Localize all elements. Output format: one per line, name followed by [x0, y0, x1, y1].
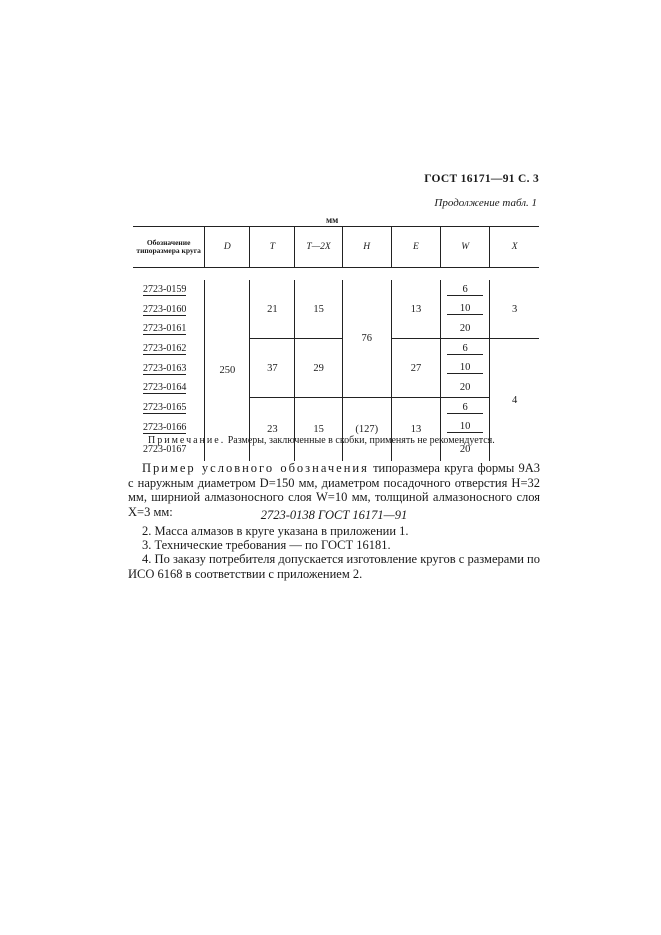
w-cell: 10 [441, 418, 490, 437]
note-label: Примечание. [148, 435, 226, 446]
w-cell: 20 [441, 437, 490, 461]
code-cell: 2723-0159 [143, 284, 187, 296]
code-cell: 2723-0163 [143, 362, 187, 374]
w-cell: 6 [441, 398, 490, 418]
code-cell: 2723-0162 [143, 343, 187, 355]
w-cell: 20 [441, 319, 490, 339]
e-cell: 13 [391, 280, 440, 339]
table-row [133, 398, 539, 418]
standard-header: ГОСТ 16171—91 С. 3 [424, 173, 539, 185]
w-cell: 10 [441, 299, 490, 318]
h-cell: 76 [342, 280, 391, 398]
item-3: 3. Технические требования — по ГОСТ 16181. [142, 538, 391, 552]
code-cell: 2723-0167 [143, 443, 187, 455]
table-row [133, 280, 539, 299]
table-header-row [133, 227, 539, 268]
table-row [133, 268, 539, 281]
t2x-cell: 15 [295, 398, 342, 461]
example-designation: 2723-0138 ГОСТ 16171—91 [260, 508, 408, 522]
w-cell: 10 [441, 359, 490, 378]
table-row [133, 339, 539, 359]
x-cell: 4 [490, 339, 539, 461]
t-cell: 23 [250, 398, 295, 461]
item-2: 2. Масса алмазов в круге указана в приложении 1. [142, 524, 409, 538]
e-cell: 27 [391, 339, 440, 398]
code-cell: 2723-0164 [143, 382, 187, 394]
t-cell: 37 [250, 339, 295, 398]
h-cell: (127) [342, 398, 391, 461]
code-cell: 2723-0161 [143, 323, 187, 335]
col-header-d: D [205, 227, 250, 268]
d-cell: 250 [205, 280, 250, 461]
table-continuation-label: Продолжение табл. 1 [434, 197, 537, 209]
t2x-cell: 29 [295, 339, 342, 398]
col-header-x: X [490, 227, 539, 268]
col-header-designation: Обозначение типоразмера круга [133, 227, 205, 268]
col-header-e: E [391, 227, 440, 268]
code-cell: 2723-0160 [143, 303, 187, 315]
code-cell: 2723-0166 [143, 421, 187, 433]
code-cell: 2723-0165 [143, 402, 187, 414]
col-header-w: W [441, 227, 490, 268]
item-4: 4. По заказу потребителя допускается изготовление кругов с размерами по ИСО 6168 в соответствии с приложением 2. [128, 552, 540, 581]
w-cell: 6 [441, 280, 490, 299]
example-label: Пример условного обозначения [142, 461, 369, 475]
t2x-cell: 15 [295, 280, 342, 339]
note-text: Размеры, заключенные в скобки, применять не рекомендуется. [227, 435, 495, 446]
col-header-t: T [250, 227, 295, 268]
e-cell: 13 [391, 398, 440, 461]
example-text: типоразмера круга формы 9А3 с наружным диаметром D=150 мм, диаметром посадочного отверстия H=32 мм, ширниой алмазоносного слоя W=10 мм, толщиной алмазоносного слоя X=3 мм: [128, 461, 540, 519]
col-header-h: H [342, 227, 391, 268]
w-cell: 6 [441, 339, 490, 359]
w-cell: 20 [441, 378, 490, 398]
dimensions-table [133, 226, 539, 461]
col-header-t-2x: T—2X [295, 227, 342, 268]
units-label: мм [326, 215, 339, 225]
table-note [148, 434, 540, 447]
x-cell: 3 [490, 280, 539, 339]
t-cell: 21 [250, 280, 295, 339]
